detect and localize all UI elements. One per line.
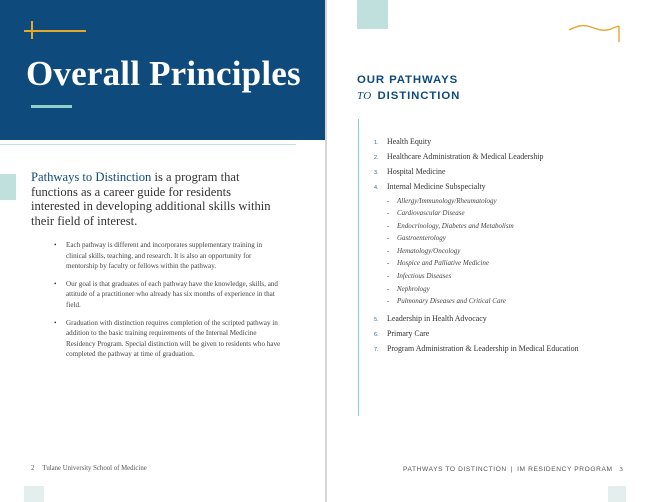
subspecialty-label: Endocrinology, Diabetes and Metabolism (397, 221, 514, 230)
right-page (327, 0, 650, 502)
subspecialty-label: Infectious Diseases (397, 272, 452, 281)
principles-list (54, 240, 284, 367)
item-label: Leadership in Health Advocacy (387, 313, 487, 323)
title-banner (0, 0, 325, 140)
page-number: 3 (619, 466, 623, 473)
item-number: 6. (374, 331, 379, 338)
heading-line-1: OUR PATHWAYS (357, 74, 459, 86)
bullet-text: Our goal is that graduates of each pathway have the knowledge, skills, and attitude of a practitioner who already has six months of experience in that field. (66, 279, 278, 309)
item-label: Healthcare Administration & Medical Leadership (387, 152, 544, 161)
subspecialty-label: Nephrology (397, 284, 430, 293)
dash-glyph: - (387, 259, 390, 268)
pathways-list (374, 137, 584, 359)
decorative-square (0, 174, 16, 200)
bullet-icon: • (54, 279, 57, 288)
intro-paragraph (31, 170, 281, 228)
decorative-square (608, 486, 626, 502)
list-item (54, 240, 284, 272)
intro-lead: Pathways to Distinction (31, 170, 152, 184)
bullet-text: Each pathway is different and incorporates supplementary training in clinical skills, teaching, and research. It is also an opportunity for mentorship by faculty or fellows within the pathway. (66, 241, 263, 271)
item-label: Primary Care (387, 328, 430, 338)
item-number: 5. (374, 316, 379, 323)
page-footer (403, 466, 623, 473)
subspecialty-label: Hematology/Oncology (397, 246, 461, 255)
page-title: Overall Principles (26, 54, 301, 93)
subspecialty-label: Gastroenterology (397, 234, 446, 243)
dash-glyph: - (387, 284, 390, 293)
subspecialty-label: Pulmonary Diseases and Critical Care (397, 297, 507, 306)
item-number: 4. (374, 185, 379, 191)
subspecialty-label: Allergy/Immunology/Rheumatology (397, 196, 497, 205)
pathway-item (374, 182, 584, 308)
subspecialty-item (387, 283, 584, 296)
decorative-square (357, 0, 388, 29)
subspecialty-item (387, 257, 584, 270)
dash-glyph: - (387, 209, 390, 218)
footer-left: PATHWAYS TO DISTINCTION (403, 466, 507, 473)
footer-text: Tulane University School of Medicine (42, 465, 147, 472)
dash-glyph: - (387, 234, 390, 243)
subspecialty-item (387, 245, 584, 258)
pathway-item (374, 329, 584, 340)
item-label: Program Administration & Leadership in Medical Education (387, 343, 579, 353)
subspecialty-list (387, 195, 584, 308)
wave-ornament-icon (567, 20, 623, 44)
vertical-rule (358, 119, 359, 416)
pathway-item (374, 167, 584, 178)
section-heading (357, 72, 460, 104)
pathway-item (374, 344, 584, 355)
dash-glyph: - (387, 246, 390, 255)
list-item (54, 279, 284, 311)
bullet-icon: • (54, 241, 57, 249)
item-label: Health Equity (387, 137, 432, 146)
footer-right: IM RESIDENCY PROGRAM (517, 466, 613, 473)
page-footer (31, 465, 147, 472)
intro-text: is a program that functions as a career guide for residents interested in developing additional skills within their field of interest. (31, 170, 271, 228)
heading-to: TO (357, 90, 372, 102)
divider (0, 144, 296, 145)
dash-glyph: - (387, 272, 390, 281)
subspecialty-item (387, 232, 584, 245)
item-number: 7. (374, 346, 379, 353)
subspecialty-item (387, 270, 584, 283)
subspecialty-item (387, 220, 584, 233)
item-label: Hospital Medicine (387, 167, 446, 176)
dash-glyph: - (387, 221, 390, 230)
footer-separator: | (510, 466, 514, 473)
subspecialty-item (387, 195, 584, 208)
heading-line-2: DISTINCTION (377, 90, 461, 102)
item-number: 1. (374, 140, 379, 146)
bullet-icon: • (54, 318, 57, 327)
gold-accent-tick (31, 21, 33, 39)
pathway-item (374, 152, 584, 163)
bullet-text: Graduation with distinction requires completion of the scripted pathway in addition to the basic training requirements of the Internal Medicine Residency Program. Special distinction will be given to residents who have completed the pathway at time of graduation. (66, 318, 281, 359)
item-number: 2. (374, 155, 379, 161)
item-number: 3. (374, 170, 379, 176)
gold-accent-line (24, 30, 86, 32)
subspecialty-label: Cardiovascular Disease (397, 209, 465, 218)
title-underline (31, 105, 72, 108)
subspecialty-label: Hospice and Palliative Medicine (397, 259, 489, 268)
decorative-square (24, 486, 44, 502)
list-item (54, 318, 284, 360)
pathway-item (374, 137, 584, 148)
subspecialty-item (387, 207, 584, 220)
dash-glyph: - (387, 196, 390, 205)
pathway-item (374, 314, 584, 325)
item-label: Internal Medicine Subspecialty (387, 182, 486, 191)
page-number: 2 (31, 465, 35, 472)
dash-glyph: - (387, 297, 390, 306)
subspecialty-item (387, 295, 584, 308)
